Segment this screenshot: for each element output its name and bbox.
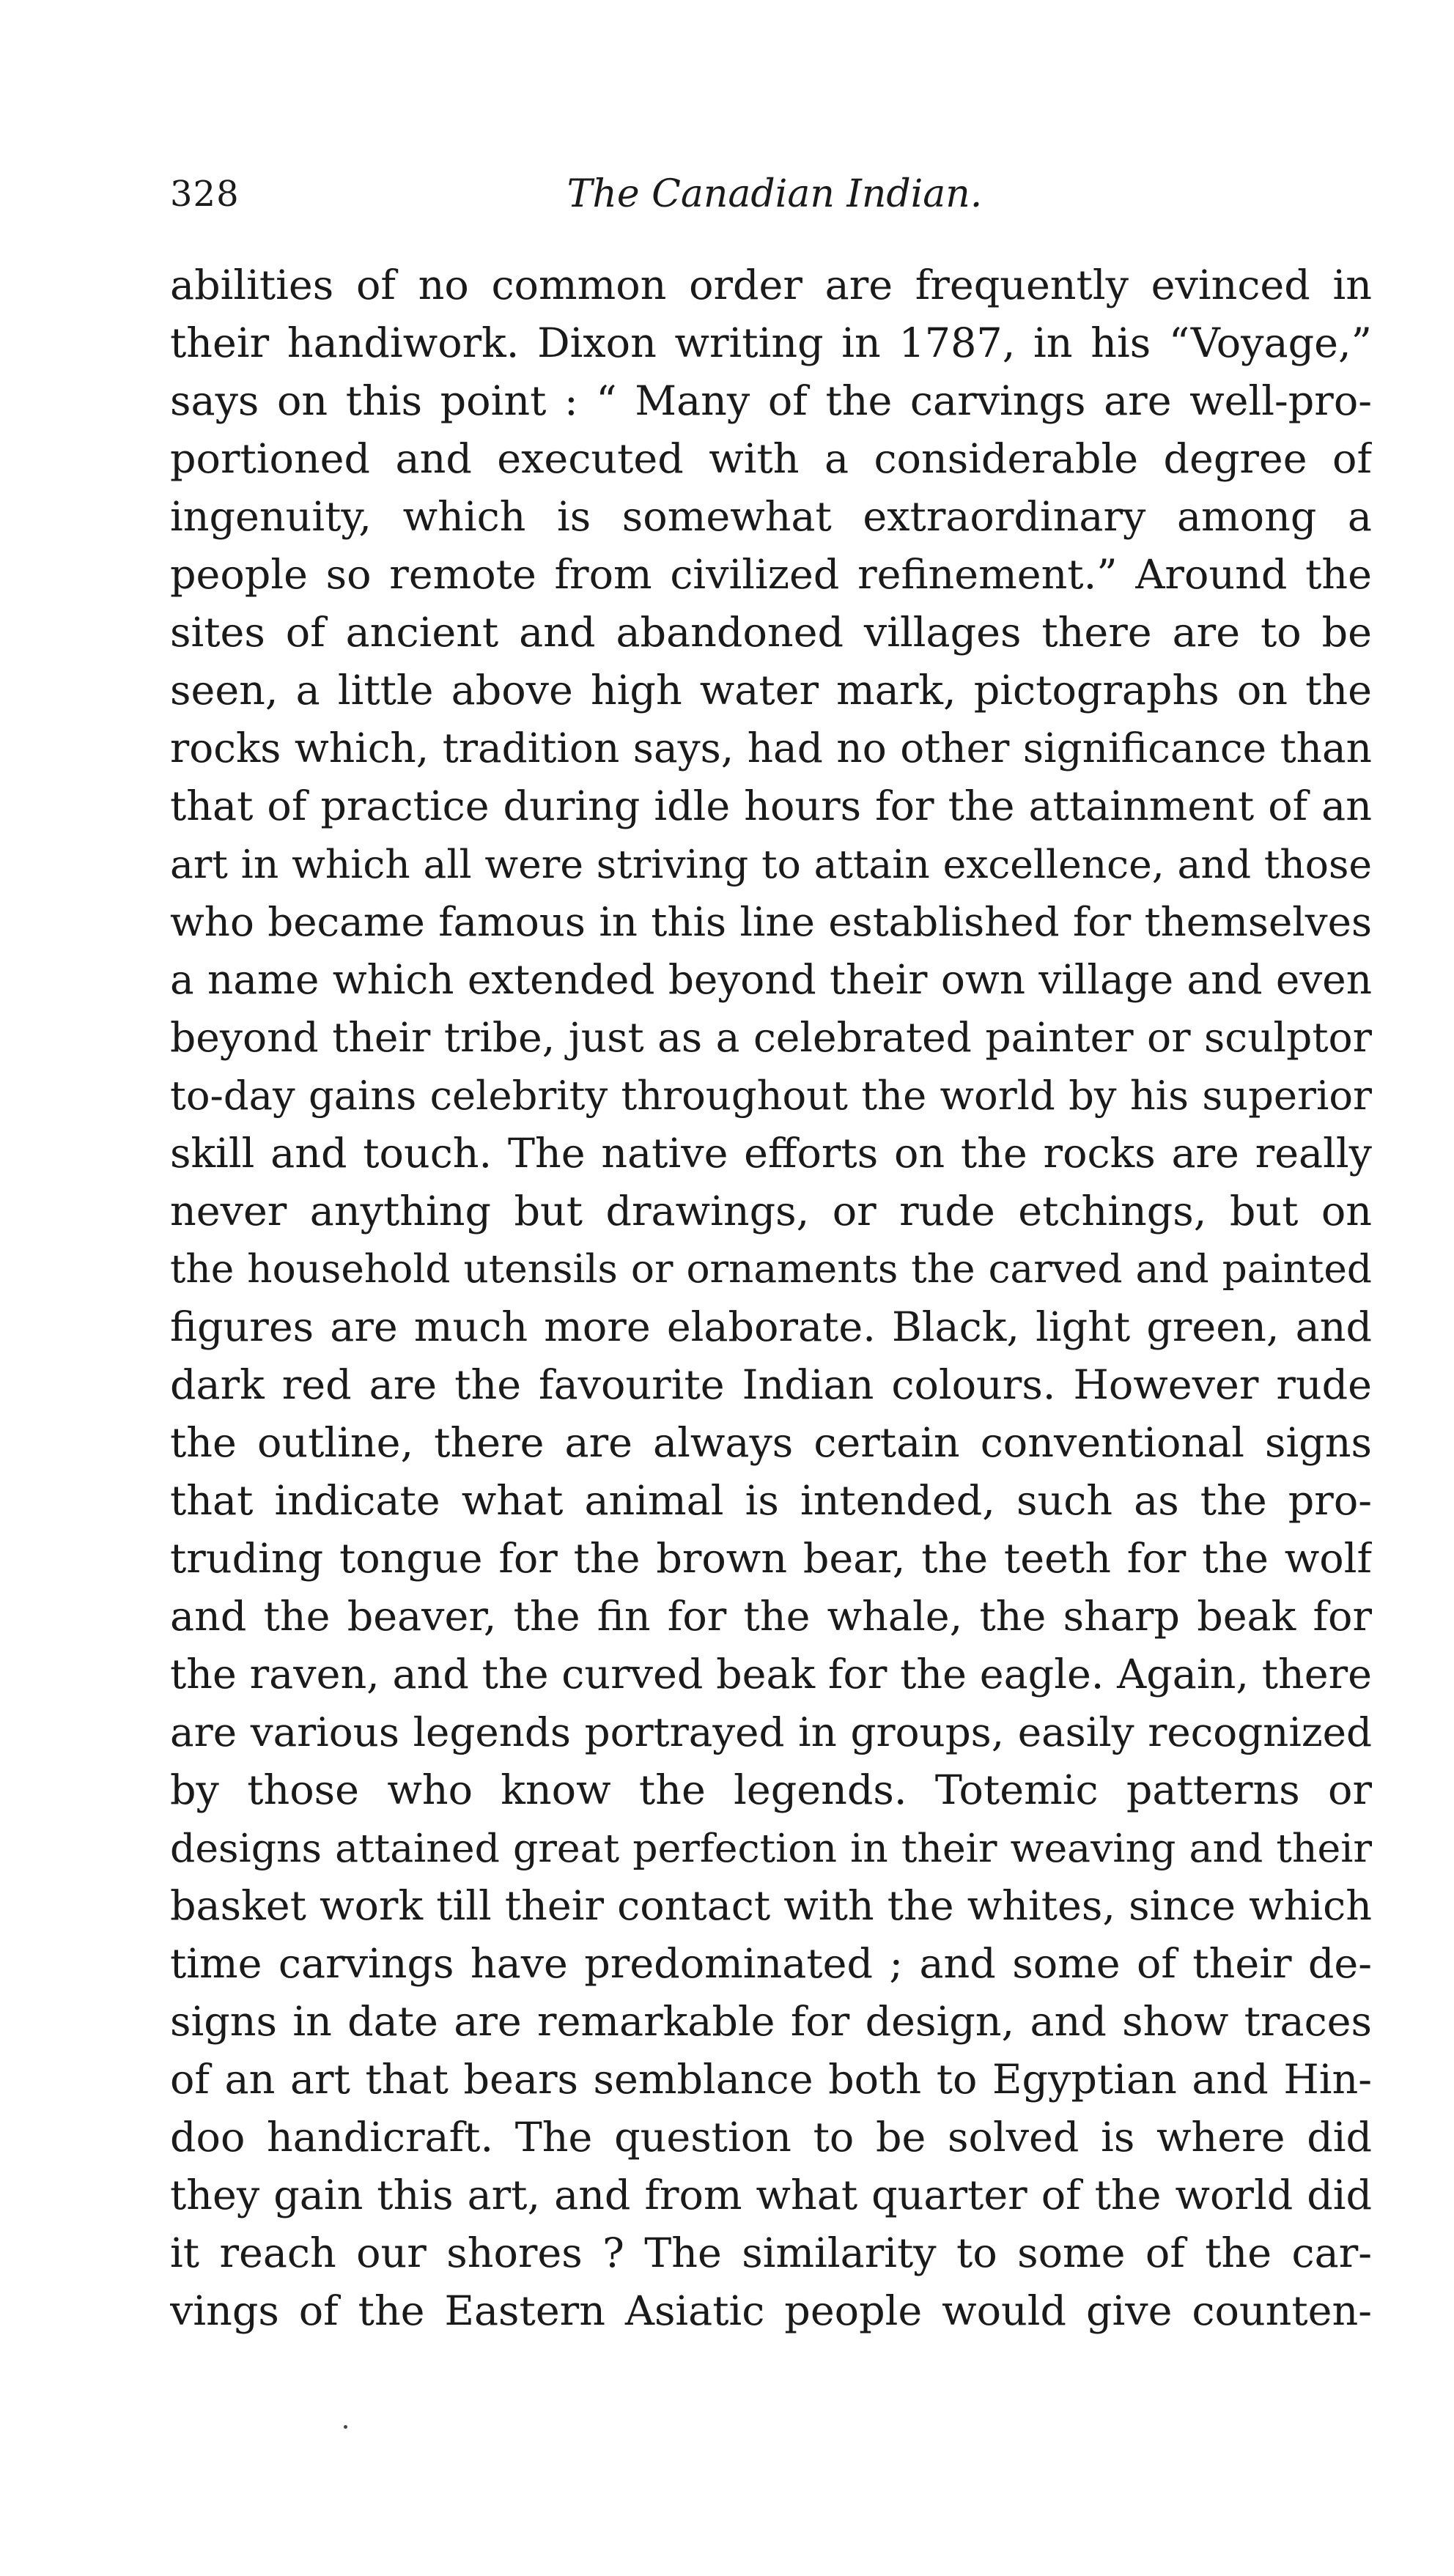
text-line: they gain this art, and from what quarter of the world did <box>170 2172 1372 2219</box>
text-line: of an art that bears semblance both to Egyptian and Hin- <box>170 2056 1372 2103</box>
text-line: basket work till their contact with the whites, since which <box>170 1882 1372 1930</box>
text-line: time carvings have predominated ; and some of their de- <box>170 1940 1372 1988</box>
text-line: portioned and executed with a considerable degree of <box>170 435 1372 483</box>
text-line: beyond their tribe, just as a celebrated painter or sculptor <box>170 1014 1372 1061</box>
text-line: the raven, and the curved beak for the eagle. Again, there <box>170 1651 1372 1698</box>
text-line: art in which all were striving to attain excellence, and those <box>170 841 1372 887</box>
text-line: figures are much more elaborate. Black, light green, and <box>170 1303 1372 1351</box>
text-line: signs in date are remarkable for design, and show traces <box>170 1998 1372 2046</box>
text-line: skill and touch. The native efforts on the rocks are really <box>170 1130 1372 1177</box>
text-line: by those who know the legends. Totemic patterns or <box>170 1766 1372 1814</box>
text-line: dark red are the favourite Indian colours. However rude <box>170 1361 1372 1409</box>
ink-speck <box>344 2425 347 2429</box>
text-line: who became famous in this line established for themselves <box>170 898 1372 945</box>
text-line: sites of ancient and abandoned villages there are to be <box>170 609 1372 656</box>
text-line: rocks which, tradition says, had no other significance than <box>170 725 1372 771</box>
text-line: says on this point : “ Many of the carvings are well-pro- <box>170 377 1372 425</box>
text-line: seen, a little above high water mark, pictographs on the <box>170 667 1372 714</box>
text-line: and the beaver, the fin for the whale, the sharp beak for <box>170 1593 1372 1640</box>
text-line: that indicate what animal is intended, such as the pro- <box>170 1477 1372 1525</box>
text-line: vings of the Eastern Asiatic people would give counten- <box>170 2287 1372 2335</box>
text-line: ingenuity, which is somewhat extraordinary among a <box>170 493 1372 541</box>
text-line: a name which extended beyond their own village and even <box>170 956 1372 1003</box>
text-line: designs attained great perfection in their weaving and their <box>170 1825 1372 1871</box>
text-line: are various legends portrayed in groups, easily recognized <box>170 1709 1372 1755</box>
text-line: doo handicraft. The question to be solved is where did <box>170 2114 1372 2161</box>
page-number: 328 <box>170 174 240 215</box>
running-title: The Canadian Indian. <box>567 172 983 216</box>
text-line: people so remote from civilized refinement.” Around the <box>170 551 1372 599</box>
text-line: the household utensils or ornaments the carved and painted <box>170 1246 1372 1292</box>
text-line: never anything but drawings, or rude etchings, but on <box>170 1188 1372 1235</box>
text-line: that of practice during idle hours for the attainment of an <box>170 782 1372 830</box>
text-line: it reach our shores ? The similarity to some of the car- <box>170 2229 1372 2277</box>
text-line: their handiwork. Dixon writing in 1787, in his “Voyage,” <box>170 319 1372 367</box>
running-head <box>170 169 1372 220</box>
text-line: truding tongue for the brown bear, the teeth for the wolf <box>170 1535 1372 1583</box>
text-line: abilities of no common order are frequently evinced in <box>170 262 1372 309</box>
text-line: the outline, there are always certain conventional signs <box>170 1419 1372 1467</box>
text-line: to-day gains celebrity throughout the world by his superior <box>170 1073 1372 1119</box>
body-text <box>170 256 1372 2340</box>
